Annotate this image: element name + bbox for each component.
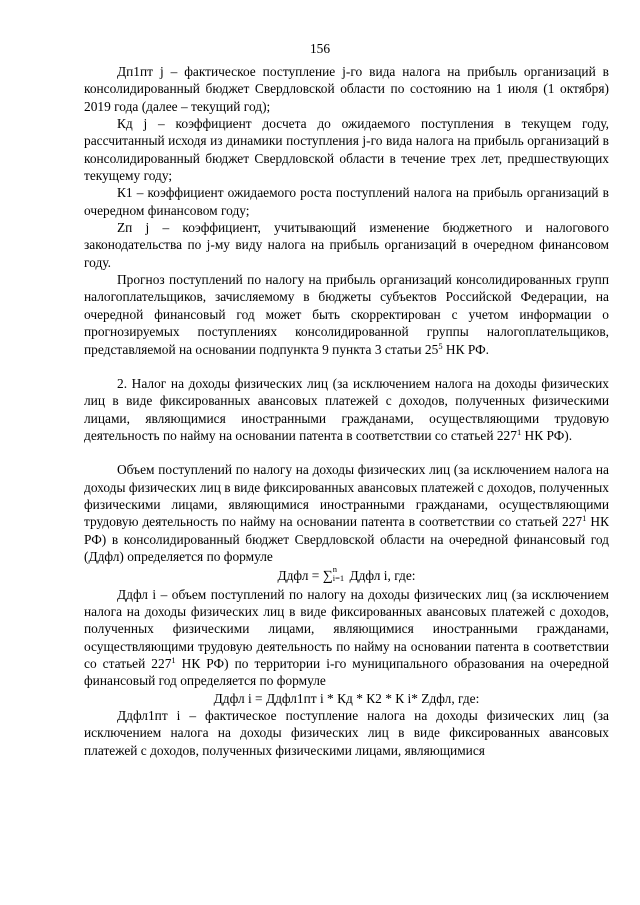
section-2-heading [84,375,609,444]
summation-limits [333,565,344,583]
formula-sum [84,565,609,585]
forecast-text: Прогноз поступлений по налогу на прибыль организаций консолидированных групп налогоплательщиков, зачисляемому в бюджеты субъектов Российской Федерации, на очередной финансовый год может быть скорректирован с учетом информации о прогнозируемых поступлениях консолидированной группы налогоплательщиков, представляемой на основании подпункта 9 пункта 3 статьи 25 [84,272,609,357]
spacer [84,358,609,375]
page-number: 156 [309,41,331,56]
definition-ddfl-i-superscript: 1 [171,655,176,665]
summation-upper: n [332,564,337,575]
forecast-superscript: 5 [438,340,443,351]
ndfl-volume-text-end: НК РФ) в консолидированный бюджет Свердловской области на очередной финансовый год (Ддфл) определяется по формуле [84,514,609,564]
definition-ddfl1pt: Ддфл1пт i – фактическое поступление налога на доходы физических лиц (за исключением налога на доходы физических лиц в виде фиксированных авансовых платежей с доходов, полученных физическими лицами, являющимися [84,708,609,758]
forecast-text-end: НК РФ. [442,341,490,357]
definition-kd: Кд j – коэффициент досчета до ожидаемого поступления в текущем году, рассчитанный исходя из динамики поступления j-го вида налога на прибыль организаций в консолидированный бюджет Свердловской области в течение трех лет, предшествующих текущему году; [84,116,609,184]
forecast-paragraph [84,271,609,358]
summation-symbol [323,565,344,585]
definition-k1: К1 – коэффициент ожидаемого роста поступлений налога на прибыль организаций в очередном финансовом году; [84,185,609,218]
summation-lower: i=1 [332,573,345,584]
definition-ddfl-i-text-end: НК РФ) по территории i-го муниципального образования на очередной финансовый год определяется по формуле [84,656,609,689]
ndfl-volume-text: Объем поступлений по налогу на доходы физических лиц (за исключением налога на доходы физических лиц в виде фиксированных авансовых платежей с доходов, полученных физическими лицами, являющимися иностранными гражданами, осуществляющими трудовую деятельность по найму на основании патента в соответствии со статьей 227 [84,462,609,530]
section-2-text: 2. Налог на доходы физических лиц (за исключением налога на доходы физических лиц в виде фиксированных авансовых платежей с доходов, полученных физическими лицами, являющимися иностранными гражданами, осуществляющими трудовую деятельность по найму на основании патента в соответствии со статьей 227 [84,375,609,443]
sigma-glyph: ∑ [322,569,333,585]
definition-zp: Zп j – коэффициент, учитывающий изменение бюджетного и налогового законодательства по j-му виду налога на прибыль организаций в очередном финансовом году. [84,220,609,270]
section-2-text-end: НК РФ). [521,427,573,443]
definition-dp1pt: Дп1пт j – фактическое поступление j-го вида налога на прибыль организаций в консолидированный бюджет Свердловской области по состоянию на 1 июля (1 октября) 2019 года (далее – текущий год); [84,64,609,114]
ndfl-volume-superscript: 1 [582,513,587,524]
definition-ddfl-i-text: Ддфл i – объем поступлений по налогу на доходы физических лиц (за исключением налога на доходы физических лиц в виде фиксированных авансовых платежей с доходов, полученных физическими лицами, являющимися иностранными гражданами, осуществляющими трудовую деятельность по найму на основании патента в соответствии со статьей 227 [84,586,609,671]
section-2-superscript: 1 [516,426,522,437]
definition-ddfl-i [84,586,609,690]
document-body [84,63,609,759]
formula-sum-left: Ддфл = [277,568,323,584]
spacer [84,444,609,461]
ndfl-volume-paragraph [84,461,609,565]
formula-sum-right: Ддфл i, где: [346,568,416,584]
formula-ddfl-i: Ддфл i = Ддфл1пт i * Кд * К2 * К i* Zдфл, где: [213,690,480,706]
